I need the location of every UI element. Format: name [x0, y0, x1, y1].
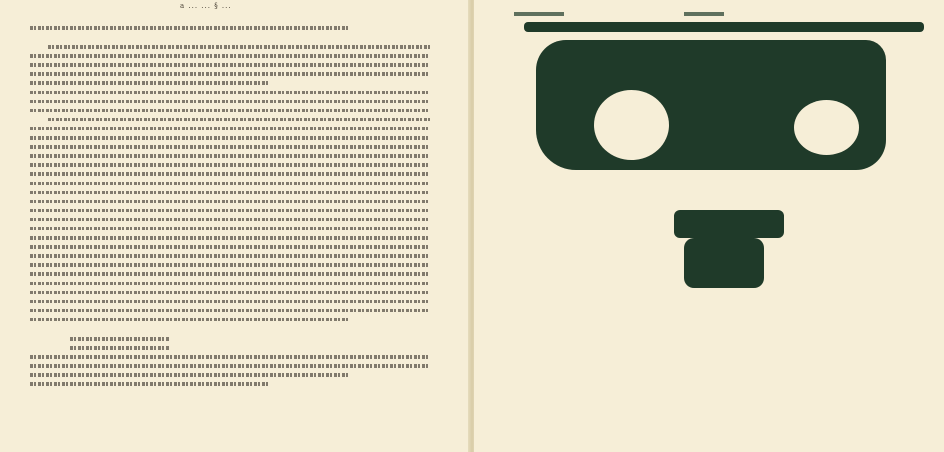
text-line	[30, 272, 430, 276]
text-line	[30, 263, 430, 267]
running-header: a ... ... § ...	[180, 2, 232, 10]
blank-area	[794, 100, 859, 155]
text-line	[30, 63, 430, 67]
text-line	[30, 109, 430, 113]
text-line	[30, 254, 430, 258]
text-line	[30, 300, 430, 304]
text-line	[30, 182, 430, 186]
text-line	[30, 373, 350, 377]
text-line	[70, 346, 170, 350]
text-line	[30, 382, 270, 386]
blank-area	[594, 90, 669, 160]
text-line	[30, 127, 430, 131]
text-line	[30, 355, 430, 359]
text-line	[30, 245, 430, 249]
text-line	[30, 91, 430, 95]
text-line	[48, 118, 430, 122]
text-line	[30, 209, 430, 213]
text-line	[30, 100, 430, 104]
ink-bar	[524, 22, 924, 32]
right-page	[474, 0, 944, 452]
text-line	[30, 218, 430, 222]
text-line	[30, 172, 430, 176]
text-line	[48, 45, 430, 49]
text-line	[30, 282, 430, 286]
text-line	[30, 364, 430, 368]
text-line	[30, 227, 430, 231]
text-line	[30, 309, 430, 313]
text-line	[30, 26, 350, 30]
text-line	[30, 191, 430, 195]
ink-mark	[514, 12, 564, 16]
text-line	[30, 154, 430, 158]
left-page	[0, 0, 470, 452]
text-line	[70, 337, 170, 341]
text-line	[30, 136, 430, 140]
text-line	[30, 163, 430, 167]
ink-blot-lower	[674, 210, 784, 238]
text-line	[30, 54, 430, 58]
ink-mark	[684, 12, 724, 16]
text-line	[30, 236, 430, 240]
ink-blot-lower	[684, 238, 764, 288]
text-line	[30, 200, 430, 204]
text-line	[30, 81, 270, 85]
body-text	[30, 26, 430, 392]
text-line	[30, 318, 350, 322]
text-line	[30, 145, 430, 149]
text-line	[30, 72, 430, 76]
text-line	[30, 291, 430, 295]
